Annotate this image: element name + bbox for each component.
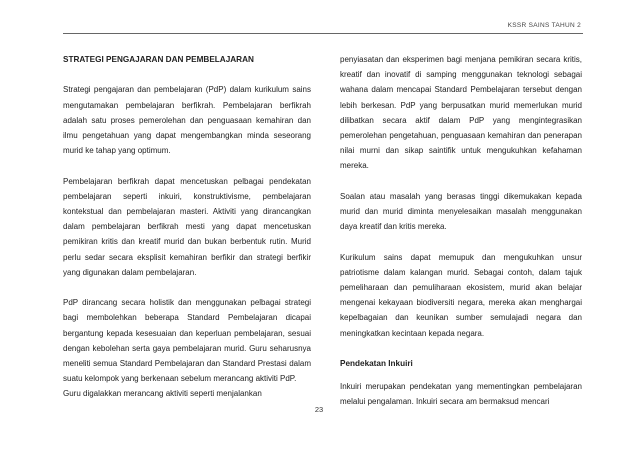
paragraph-guru-digalakkan: Guru digalakkan merancang aktiviti seperti menjalankan — [63, 389, 262, 399]
paragraph-inkuiri: Inkuiri merupakan pendekatan yang mementingkan pembelajaran melalui pengalaman. Inkuiri secara am bermaksud mencari — [340, 381, 582, 407]
subheading-pendekatan-inkuiri: Pendekatan Inkuiri — [340, 359, 413, 369]
paragraph-soalan-masalah: Soalan atau masalah yang berasas tinggi dikemukakan kepada murid dan murid diminta menyelesaikan masalah menggunakan daya kreatif dan kritis mereka. — [340, 191, 582, 232]
paragraph-patriotisme: Kurikulum sains dapat memupuk dan mengukuhkan unsur patriotisme dalam kalangan murid. Sebagai contoh, dalam tajuk pemeliharaan dan pemuliharaan ekosistem, murid akan belajar mengenai kekayaan biodiversiti negara, mereka akan menghargai kepelbagaian dan keunikan sumber semulajadi negara dan meningkatkan kecintaan kepada negara. — [340, 252, 582, 338]
left-column — [63, 52, 311, 402]
right-column — [340, 52, 582, 409]
header-divider — [63, 33, 583, 34]
section-heading: STRATEGI PENGAJARAN DAN PEMBELAJARAN — [63, 55, 254, 64]
paragraph-pembelajaran-berfikrah: Pembelajaran berfikrah dapat mencetuskan pelbagai pendekatan pembelajaran seperti inkuiri, konstruktivisme, pembelajaran kontekstual dan pembelajaran masteri. Aktiviti yang dirancangkan dalam pembelajaran berfikrah mesti yang dapat mencetuskan pemikiran kritis dan kreatif murid dan bukan berbentuk rutin. Murid perlu sedar secara eksplisit kemahiran berfikir dan strategi berfikir yang digunakan dalam pembelajaran. — [63, 176, 311, 277]
page-number: 23 — [314, 405, 324, 414]
paragraph-pdp-holistik: PdP dirancang secara holistik dan menggunakan pelbagai strategi bagi membolehkan beberapa Standard Pembelajaran dicapai bergantung kepada kesesuaian dan keperluan pembelajaran, sesuai dengan kebolehan serta gaya pembelajaran murid. Guru seharusnya meneliti semua Standard Pembelajaran dan Standard Prestasi dalam suatu kelompok yang berkenaan sebelum merancang aktiviti PdP. — [63, 298, 311, 384]
paragraph-penyiasatan: penyiasatan dan eksperimen bagi menjana pemikiran secara kritis, kreatif dan inovatif di samping menggunakan teknologi sebagai wahana dalam mencapai Standard Pembelajaran tersebut dengan lebih berkesan. PdP yang berpusatkan murid memerlukan murid dilibatkan secara aktif dalam PdP yang mengintegrasikan pemerolehan pengetahuan, penguasaan kemahiran dan penerapan nilai murni dan sikap saintifik untuk mengukuhkan kefahaman mereka. — [340, 55, 582, 171]
document-header-title: KSSR SAINS TAHUN 2 — [507, 22, 581, 29]
paragraph-pdp-intro: Strategi pengajaran dan pembelajaran (PdP) dalam kurikulum sains mengutamakan pembelajaran berfikrah. Pembelajaran berfikrah adalah satu proses pemerolehan dan penguasaan kemahiran dan ilmu pengetahuan yang dapat mengembangkan minda seseorang murid ke tahap yang optimum. — [63, 85, 311, 156]
